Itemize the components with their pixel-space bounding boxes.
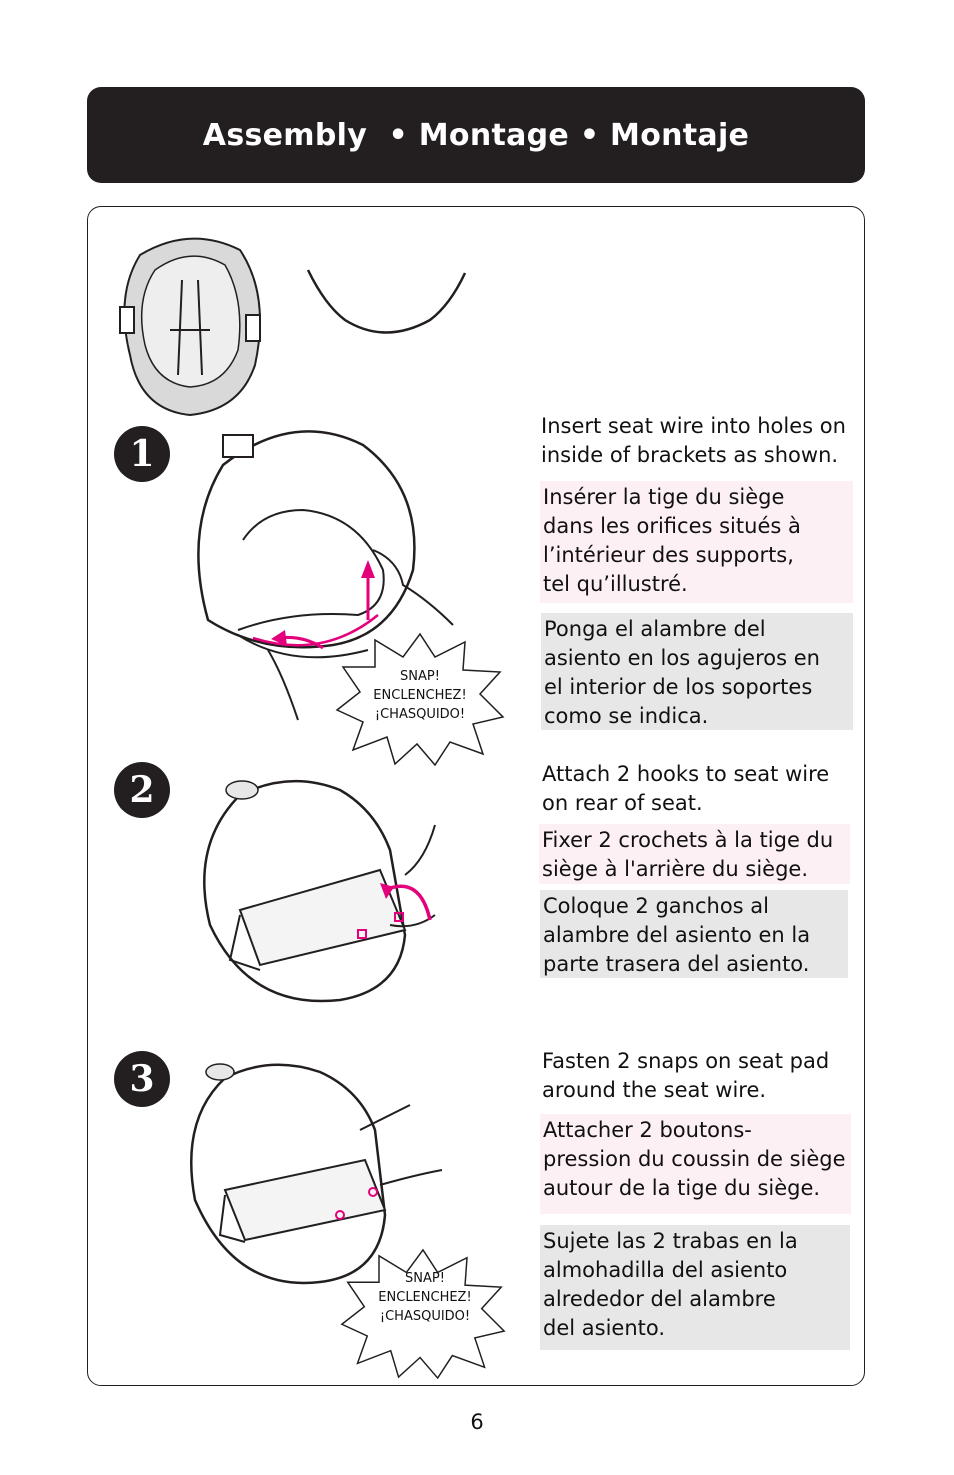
section-header: [87, 87, 865, 183]
step-1-number: 1: [114, 426, 170, 482]
step-1-english-text: Insert seat wire into holes on inside of brackets as shown.: [541, 414, 846, 467]
step-1-spanish-text: Ponga el alambre del asiento en los agujeros en el interior de los soportes como se indica.: [541, 613, 853, 730]
step-2-illustration: [190, 775, 445, 1010]
step-2-french-text: Fixer 2 crochets à la tige du siège à l'arrière du siège.: [539, 824, 850, 884]
section-title: Assembly • Montage • Montaje: [202, 117, 750, 153]
step-2-spanish-text: Coloque 2 ganchos al alambre del asiento en la parte trasera del asiento.: [540, 890, 848, 978]
step-1-snap-text: SNAP! ENCLENCHEZ! ¡CHASQUIDO!: [373, 669, 467, 722]
seat-pad-part-illustration: [110, 225, 270, 420]
seat-wire-part-illustration: [305, 265, 470, 345]
step-1-french-text: Insérer la tige du siège dans les orifices situés à l’intérieur des supports, tel qu’illustré.: [540, 481, 853, 603]
page-number: 6: [470, 1410, 484, 1434]
step-2-english-text: Attach 2 hooks to seat wire on rear of seat.: [542, 762, 830, 815]
step-3-english-text: Fasten 2 snaps on seat pad around the seat wire.: [542, 1049, 830, 1102]
step-2-number: 2: [114, 762, 170, 818]
step-3-snap-text: SNAP! ENCLENCHEZ! ¡CHASQUIDO!: [378, 1271, 472, 1324]
step-3-french-text: Attacher 2 boutons- pression du coussin de siège autour de la tige du siège.: [540, 1114, 851, 1214]
step-3-spanish-text: Sujete las 2 trabas en la almohadilla del asiento alrededor del alambre del asiento.: [540, 1225, 850, 1350]
step-3-number: 3: [114, 1051, 170, 1107]
